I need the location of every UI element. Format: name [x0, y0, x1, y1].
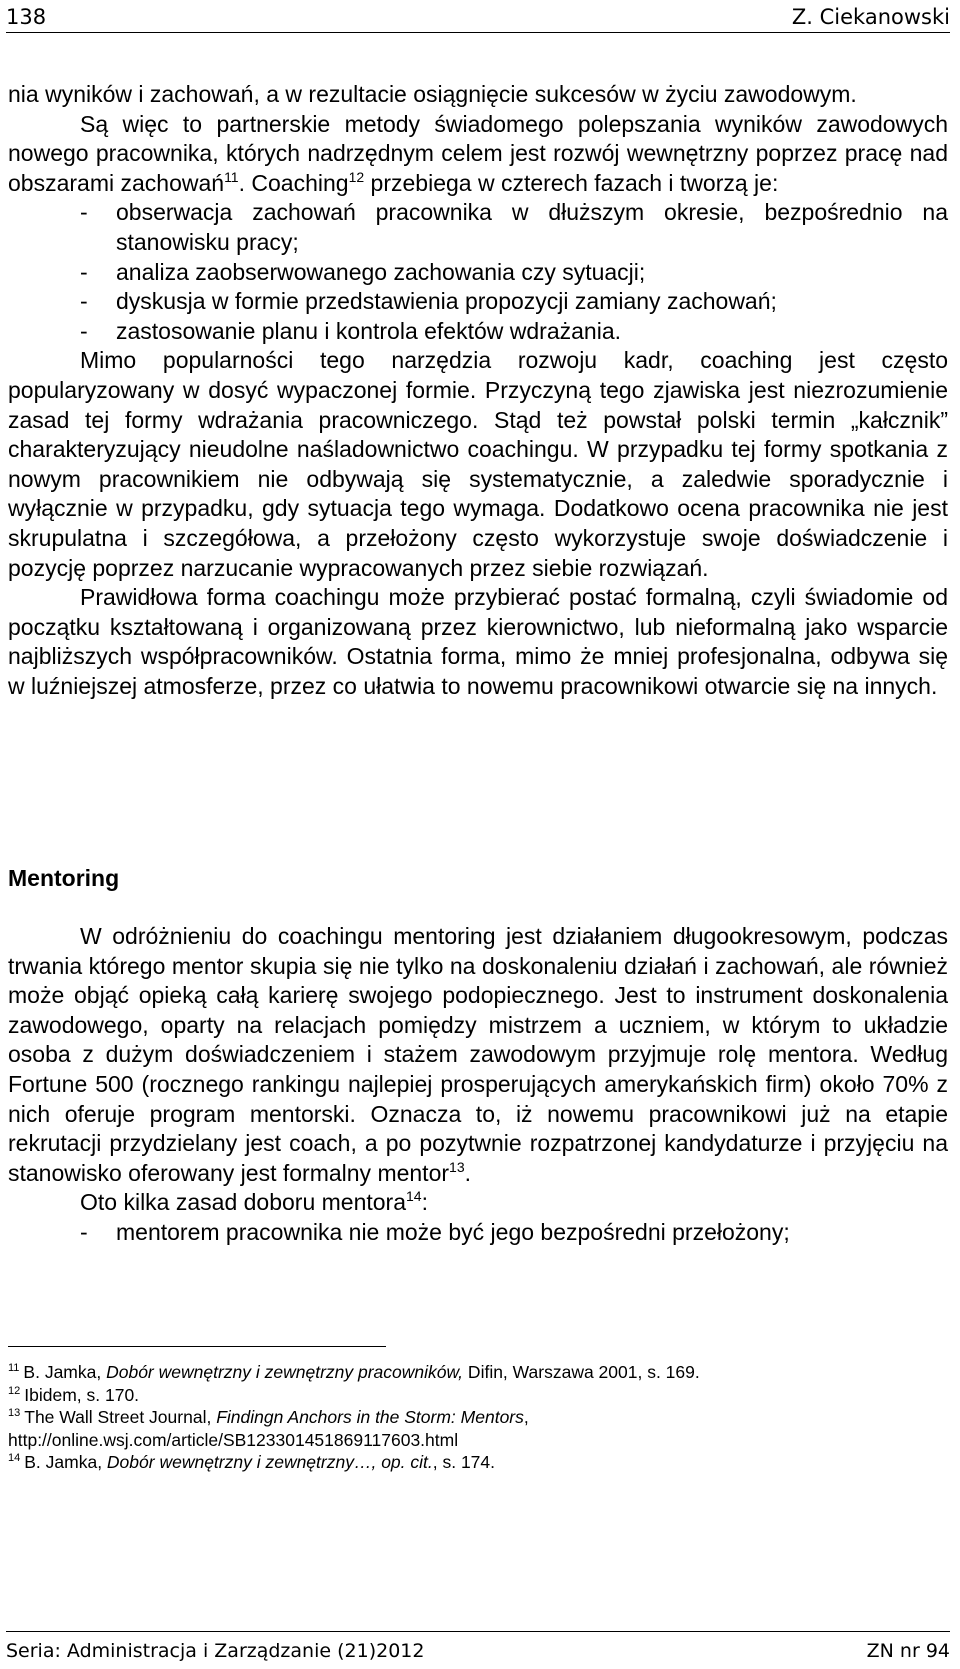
footnote-ref: 14 [406, 1188, 422, 1205]
body-text-bottom [8, 922, 948, 1248]
paragraph: W odróżnieniu do coachingu mentoring jest działaniem długookresowym, podczas trwania którego mentor skupia się nie tylko na doskonaleniu działań i zachowań, ale również może objąć opieką całą karierę swojego podopiecznego. Jest to instrument doskonalenia zawodowego, oparty na relacjach pomiędzy mistrzem a uczniem, w którym to układzie osoba z dużym doświadczeniem i stażem zawodowym przyjmuje rolę mentora. Według Fortune 500 (rocznego rankingu najlepiej prosperujących amerykańskich firm) około 70% z nich oferuje program mentorski. Oznacza to, iż nowemu pracownikowi już na etapie rekrutacji przydzielany jest coach, a po pozytwnie rozpatrzonej kandydaturze i przyjęciu na stanowisko oferowany jest formalny mentor$^{13}$. [8, 923, 948, 1186]
paragraph: Oto kilka zasad doboru mentora$^{14}$: [80, 1188, 428, 1216]
paragraph: Mimo popularności tego narzędzia rozwoju kadr, coaching jest często popularyzowany w dosyć wypaczonej formie. Przyczyną tego zjawiska jest niezrozumienie zasad tej formy wdrażania pracowniczego. Stąd też powstał polski termin „kałcznik” charakteryzujący nieudolne naśladownictwo coachingu. W przypadku tej formy spotkania z nowym pracownikiem nie odbywają się systematycznie, a zaledwie sporadycznie i wyłącznie w przypadku, gdy sytuacja tego wymaga. Dodatkowo ocena pracownika nie jest skrupulatna i szczegółowa, a przełożony często wykorzystuje swoje doświadczenie i pozycję poprzez narzucanie wypracowanych przez siebie rozwiązań. [8, 347, 948, 581]
footnote-separator [8, 1346, 386, 1347]
list-item: - dyskusja w formie przedstawienia propozycji zamiany zachowań; [8, 287, 948, 317]
journal-issue: ZN nr 94 [866, 1640, 950, 1662]
mentor-rules-list [8, 1218, 948, 1248]
paragraph: nia wyników i zachowań, a w rezultacie osiągnięcie sukcesów w życiu zawodowym. [8, 81, 857, 107]
running-header-author: Z. Ciekanowski [791, 5, 950, 29]
paragraph: Prawidłowa forma coachingu może przybierać postać formalną, czyli świadomie od początku kształtowaną i organizowaną przez kierownictwo, lub nieformalną jako wsparcie najbliższych współpracowników. Ostatnia forma, mimo że mniej profesjonalna, odbywa się w luźniejszej atmosferze, przez co ułatwia to nowemu pracownikowi otwarcie się na innych. [8, 584, 948, 699]
dash-bullet: - [80, 258, 88, 285]
journal-series: Seria: Administracja i Zarządzanie (21)2012 [6, 1640, 425, 1662]
footnote: $^{12}$ Ibidem, s. 170. [8, 1384, 140, 1405]
dash-bullet: - [80, 288, 88, 315]
footnote: $^{11}$ B. Jamka, Dobór wewnętrzny i zewnętrzny pracowników, Difin, Warszawa 2001, s. 169. [8, 1362, 700, 1382]
header-rule [6, 32, 950, 33]
list-item: - analiza zaobserwowanego zachowania czy sytuacji; [8, 258, 948, 288]
dash-bullet: - [80, 199, 88, 226]
section-heading: Mentoring [8, 865, 120, 891]
footnote-url[interactable]: http://online.wsj.com/article/SB123301451869117603.html [8, 1429, 459, 1450]
list-item: - obserwacja zachowań pracownika w dłuższym okresie, bezpośrednio na stanowisku pracy; [80, 199, 948, 255]
body-text-top [8, 80, 948, 701]
page-number: 138 [6, 5, 47, 29]
list-item: - mentorem pracownika nie może być jego bezpośredni przełożony; [8, 1218, 948, 1248]
phase-list [8, 198, 948, 346]
footnotes [8, 1361, 948, 1474]
list-item: - zastosowanie planu i kontrola efektów wdrażania. [8, 317, 948, 347]
running-header [6, 4, 950, 30]
paragraph: Są więc to partnerskie metody świadomego polepszania wyników zawodowych nowego pracownika, których nadrzędnym celem jest rozwój wewnętrzny poprzez pracę nad obszarami zachowań$^{11}$. Coaching$^{12}$ przebiega w czterech fazach i tworzą je: [8, 110, 948, 196]
footnote-ref: 11 [224, 168, 239, 185]
footer-rule [6, 1631, 950, 1632]
footnote-ref: 13 [449, 1158, 465, 1175]
footnote: $^{14}$ B. Jamka, Dobór wewnętrzny i zewnętrzny…, op. cit., s. 174. [8, 1452, 496, 1472]
dash-bullet: - [80, 1218, 88, 1245]
footnote: $^{13}$ The Wall Street Journal, Findingn Anchors in the Storm: Mentors, [8, 1407, 529, 1427]
running-footer [6, 1638, 950, 1664]
dash-bullet: - [80, 317, 88, 344]
footnote-ref: 12 [348, 168, 365, 185]
